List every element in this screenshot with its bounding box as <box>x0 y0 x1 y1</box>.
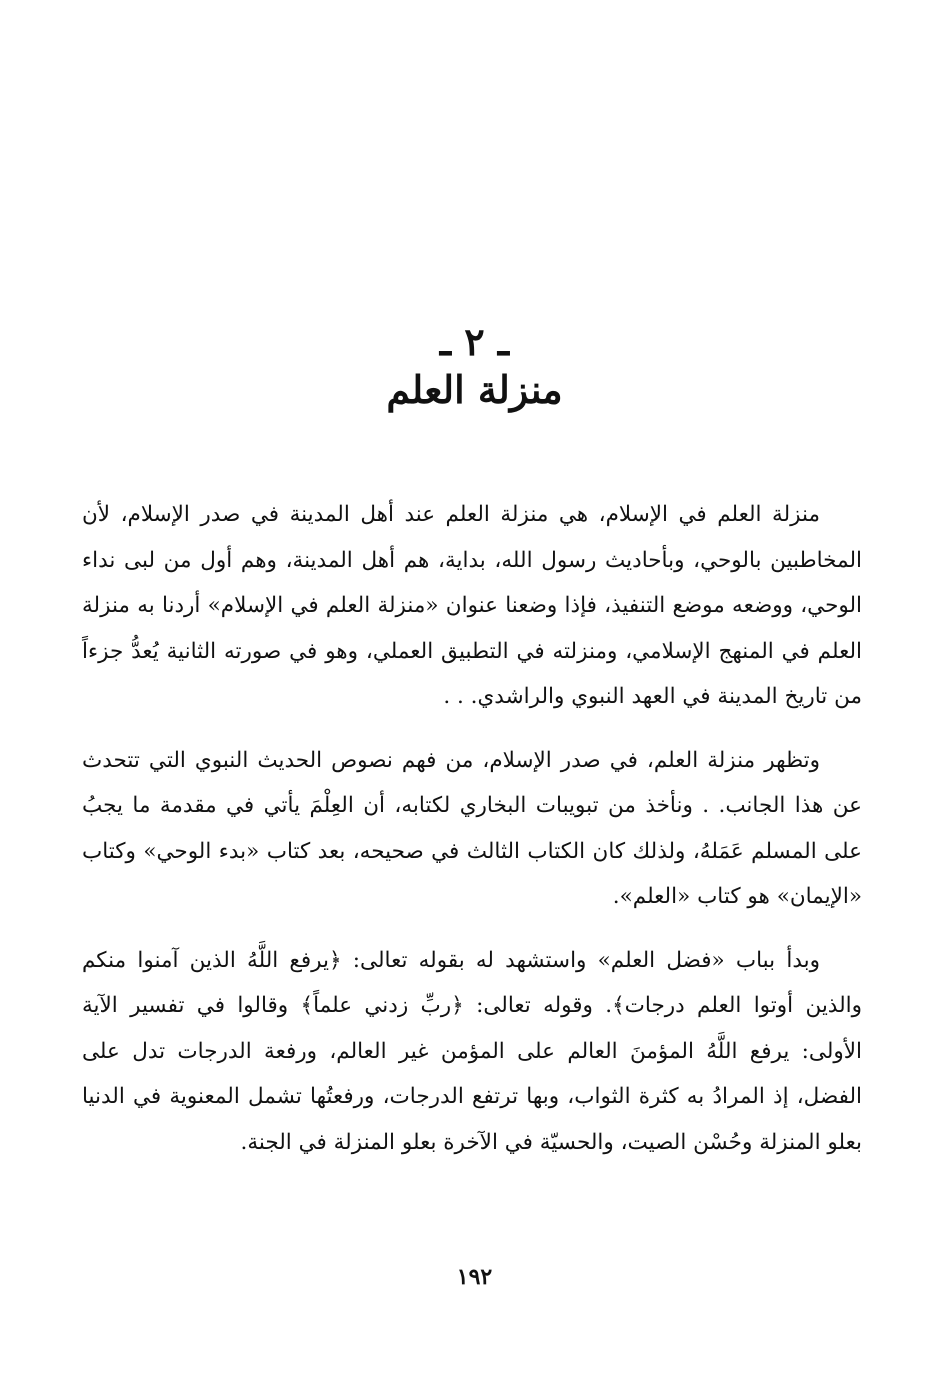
page-number: ١٩٢ <box>456 1264 493 1290</box>
paragraph-1: منزلة العلم في الإسلام، هي منزلة العلم عند أهل المدينة في صدر الإسلام، لأن المخاطبين بالوحي، وبأحاديث رسول الله، بداية، هم أهل المدينة، وهم أول من لبى نداء الوحي، ووضعه موضع التنفيذ، فإذا وضعنا عنوان «منزلة العلم في الإسلام» أردنا به منزلة العلم في المنهج الإسلامي، ومنزلته في التطبيق العملي، وهو في صورته الثانية يُعدُّ جزءاً من تاريخ المدينة في العهد النبوي والراشدي. . . <box>82 502 862 709</box>
paragraph-3: وبدأ بباب «فضل العلم» واستشهد له بقوله تعالى: ﴿يرفع اللَّهُ الذين آمنوا منكم والذين أوتوا العلم درجات﴾. وقوله تعالى: ﴿ربِّ زدني علماً﴾ وقالوا في تفسير الآية الأولى: يرفع اللَّهُ المؤمنَ العالم على المؤمن غير العالم، ورفعة الدرجات تدل على الفضل، إذ المرادُ به كثرة الثواب، وبها ترتفع الدرجات، ورفعتُها تشمل المعنوية في الدنيا بعلو المنزلة وحُسْن الصيت، والحسيّة في الآخرة بعلو المنزلة في الجنة. <box>82 947 862 1155</box>
paragraph-2: وتظهر منزلة العلم، في صدر الإسلام، من فهم نصوص الحديث النبوي التي تتحدث عن هذا الجانب. . ونأخذ من تبويبات البخاري لكتابه، أن العِلْمَ يأتي في مقدمة ما يجبُ على المسلم عَمَلهُ، ولذلك كان الكتاب الثالث في صحيحه، بعد كتاب «بدء الوحي» وكتاب «الإيمان» هو كتاب «العلم». <box>82 747 862 909</box>
chapter-number: ـ ٢ ـ <box>439 319 510 364</box>
body-text <box>82 492 862 1183</box>
chapter-title: منزلة العلم <box>386 367 563 412</box>
